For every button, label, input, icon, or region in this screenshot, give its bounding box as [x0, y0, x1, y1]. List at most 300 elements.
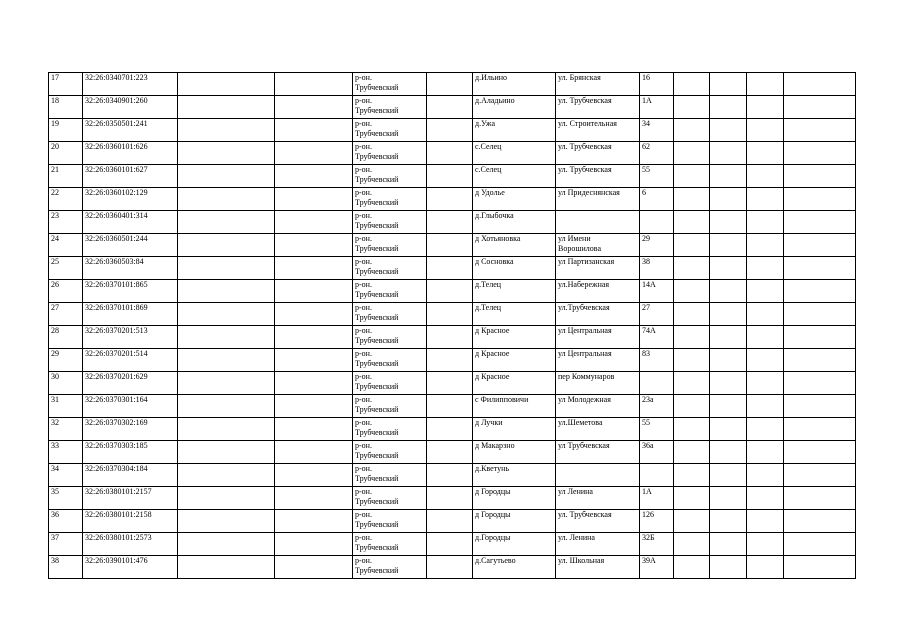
cell-house-number: 14А [640, 280, 674, 303]
cell-cadastral-number: 32:26:0370301:164 [83, 395, 178, 418]
cell-cadastral-number: 32:26:0370201:514 [83, 349, 178, 372]
cell-empty [674, 395, 710, 418]
cell-settlement: д.Городцы [473, 533, 556, 556]
cell-house-number: 83 [640, 349, 674, 372]
cell-cadastral-number: 32:26:0370304:184 [83, 464, 178, 487]
cell-empty [747, 464, 784, 487]
cell-house-number [640, 211, 674, 234]
cell-empty [178, 349, 275, 372]
cell-district: р-он. Трубчевский [353, 395, 427, 418]
cell-house-number [640, 464, 674, 487]
cell-row-number: 35 [49, 487, 83, 510]
cell-empty [747, 257, 784, 280]
table-row [49, 280, 856, 303]
cell-street: ул. Трубчевская [556, 165, 640, 188]
cell-row-number: 37 [49, 533, 83, 556]
cell-house-number: 1А [640, 96, 674, 119]
cell-empty [710, 395, 747, 418]
cell-house-number: 55 [640, 418, 674, 441]
cell-settlement: с Филипповичи [473, 395, 556, 418]
cell-district: р-он. Трубчевский [353, 73, 427, 96]
cell-empty [427, 119, 473, 142]
cell-empty [784, 349, 856, 372]
cell-empty [710, 188, 747, 211]
table-row [49, 464, 856, 487]
cell-empty [710, 280, 747, 303]
cell-house-number: 32Б [640, 533, 674, 556]
cell-empty [784, 464, 856, 487]
cell-empty [784, 372, 856, 395]
cell-empty [710, 326, 747, 349]
cell-row-number: 31 [49, 395, 83, 418]
cell-row-number: 22 [49, 188, 83, 211]
cell-empty [710, 73, 747, 96]
cell-empty [275, 119, 353, 142]
cell-empty [784, 510, 856, 533]
cell-district: р-он. Трубчевский [353, 510, 427, 533]
cell-empty [674, 441, 710, 464]
table-row [49, 234, 856, 257]
cell-empty [747, 372, 784, 395]
cell-empty [784, 73, 856, 96]
cell-empty [427, 142, 473, 165]
cell-empty [784, 96, 856, 119]
table-row [49, 326, 856, 349]
cell-row-number: 20 [49, 142, 83, 165]
cell-empty [275, 349, 353, 372]
cell-house-number: 38 [640, 257, 674, 280]
cell-empty [674, 303, 710, 326]
cell-street: ул.Трубчевская [556, 303, 640, 326]
cell-empty [747, 142, 784, 165]
cell-district: р-он. Трубчевский [353, 257, 427, 280]
cell-empty [275, 487, 353, 510]
cell-empty [674, 119, 710, 142]
table-row [49, 510, 856, 533]
cell-settlement: д Городцы [473, 487, 556, 510]
cell-empty [747, 234, 784, 257]
cell-empty [275, 418, 353, 441]
cell-settlement: д Удолье [473, 188, 556, 211]
cell-empty [275, 211, 353, 234]
cell-empty [784, 418, 856, 441]
cell-empty [784, 142, 856, 165]
cell-settlement: д.Аладьино [473, 96, 556, 119]
table-row [49, 188, 856, 211]
cell-district: р-он. Трубчевский [353, 418, 427, 441]
cell-empty [178, 257, 275, 280]
cell-street: ул Центральная [556, 349, 640, 372]
cell-empty [275, 188, 353, 211]
cell-empty [674, 556, 710, 579]
cell-empty [747, 165, 784, 188]
cell-street: ул Ленина [556, 487, 640, 510]
cell-house-number [640, 372, 674, 395]
cell-cadastral-number: 32:26:0360101:626 [83, 142, 178, 165]
cell-empty [674, 372, 710, 395]
cell-row-number: 38 [49, 556, 83, 579]
cell-settlement: д.Глыбочка [473, 211, 556, 234]
table-body [49, 73, 856, 579]
cell-empty [674, 257, 710, 280]
cell-district: р-он. Трубчевский [353, 188, 427, 211]
cell-cadastral-number: 32:26:0370201:629 [83, 372, 178, 395]
cell-empty [747, 211, 784, 234]
cell-empty [784, 280, 856, 303]
cell-empty [275, 464, 353, 487]
cell-empty [784, 556, 856, 579]
cell-district: р-он. Трубчевский [353, 372, 427, 395]
cell-district: р-он. Трубчевский [353, 96, 427, 119]
cell-empty [784, 326, 856, 349]
cell-empty [275, 395, 353, 418]
table-row [49, 96, 856, 119]
cell-street: ул. Школьная [556, 556, 640, 579]
cell-empty [747, 96, 784, 119]
cell-district: р-он. Трубчевский [353, 142, 427, 165]
table-row [49, 142, 856, 165]
cell-empty [427, 73, 473, 96]
cell-settlement: д Красное [473, 326, 556, 349]
cell-row-number: 32 [49, 418, 83, 441]
cell-empty [178, 441, 275, 464]
cell-empty [784, 234, 856, 257]
cell-empty [747, 349, 784, 372]
cell-empty [674, 211, 710, 234]
cell-street: ул Центральная [556, 326, 640, 349]
cell-settlement: д.Телец [473, 280, 556, 303]
cell-empty [674, 533, 710, 556]
cell-district: р-он. Трубчевский [353, 326, 427, 349]
cell-district: р-он. Трубчевский [353, 280, 427, 303]
cell-empty [275, 556, 353, 579]
cell-street: ул Трубчевская [556, 441, 640, 464]
cell-cadastral-number: 32:26:0370101:869 [83, 303, 178, 326]
cell-house-number: 16 [640, 73, 674, 96]
cell-street: ул. Трубчевская [556, 142, 640, 165]
cell-settlement: д Хотьяновка [473, 234, 556, 257]
cell-settlement: д Красное [473, 349, 556, 372]
cell-settlement: д.Сагутьево [473, 556, 556, 579]
cell-settlement: д Лучки [473, 418, 556, 441]
cell-settlement: д.Кветунь [473, 464, 556, 487]
cell-cadastral-number: 32:26:0370201:513 [83, 326, 178, 349]
cell-empty [747, 556, 784, 579]
cell-empty [275, 510, 353, 533]
cell-house-number: 126 [640, 510, 674, 533]
cell-empty [427, 280, 473, 303]
cell-empty [427, 556, 473, 579]
cell-empty [275, 257, 353, 280]
cell-house-number: 1А [640, 487, 674, 510]
cell-settlement: с.Селец [473, 142, 556, 165]
cell-street: ул. Трубчевская [556, 510, 640, 533]
cell-district: р-он. Трубчевский [353, 533, 427, 556]
cell-cadastral-number: 32:26:0350501:241 [83, 119, 178, 142]
cell-empty [674, 326, 710, 349]
cell-empty [710, 303, 747, 326]
cell-empty [784, 188, 856, 211]
cell-empty [674, 487, 710, 510]
cell-empty [674, 349, 710, 372]
cell-cadastral-number: 32:26:0340901:260 [83, 96, 178, 119]
cell-district: р-он. Трубчевский [353, 487, 427, 510]
cell-house-number: 27 [640, 303, 674, 326]
cell-empty [710, 119, 747, 142]
table-row [49, 487, 856, 510]
cell-empty [427, 326, 473, 349]
cell-cadastral-number: 32:26:0370101:865 [83, 280, 178, 303]
cell-empty [178, 418, 275, 441]
cell-empty [178, 303, 275, 326]
cell-empty [178, 165, 275, 188]
cell-row-number: 30 [49, 372, 83, 395]
cell-empty [178, 395, 275, 418]
cell-settlement: д Сосновка [473, 257, 556, 280]
cell-house-number: 55 [640, 165, 674, 188]
cell-empty [427, 96, 473, 119]
cell-empty [178, 487, 275, 510]
cell-cadastral-number: 32:26:0360501:244 [83, 234, 178, 257]
cell-empty [427, 441, 473, 464]
cell-cadastral-number: 32:26:0340701:223 [83, 73, 178, 96]
cell-street: ул Имени Ворошилова [556, 234, 640, 257]
cell-district: р-он. Трубчевский [353, 464, 427, 487]
cell-empty [275, 234, 353, 257]
cell-house-number: 6 [640, 188, 674, 211]
cell-empty [747, 533, 784, 556]
cell-row-number: 24 [49, 234, 83, 257]
cell-empty [427, 257, 473, 280]
cell-row-number: 25 [49, 257, 83, 280]
cell-empty [674, 188, 710, 211]
cell-empty [275, 303, 353, 326]
cell-street: ул. Брянская [556, 73, 640, 96]
cell-empty [710, 142, 747, 165]
document-page [48, 72, 856, 579]
table-row [49, 556, 856, 579]
cell-empty [275, 280, 353, 303]
cell-cadastral-number: 32:26:0360401:314 [83, 211, 178, 234]
cell-empty [674, 510, 710, 533]
cell-empty [710, 556, 747, 579]
cell-district: р-он. Трубчевский [353, 165, 427, 188]
cell-house-number: 36а [640, 441, 674, 464]
cell-empty [275, 326, 353, 349]
cell-empty [747, 510, 784, 533]
cell-district: р-он. Трубчевский [353, 211, 427, 234]
cell-empty [427, 533, 473, 556]
cell-district: р-он. Трубчевский [353, 119, 427, 142]
cell-empty [710, 464, 747, 487]
cell-empty [710, 533, 747, 556]
cell-empty [178, 556, 275, 579]
cell-street: ул. Ленина [556, 533, 640, 556]
cell-street: пер Коммунаров [556, 372, 640, 395]
table-row [49, 349, 856, 372]
cell-empty [275, 372, 353, 395]
cell-empty [674, 464, 710, 487]
cell-empty [747, 326, 784, 349]
cell-row-number: 27 [49, 303, 83, 326]
cell-empty [710, 234, 747, 257]
cell-empty [427, 464, 473, 487]
cell-empty [427, 487, 473, 510]
cell-empty [178, 73, 275, 96]
cell-empty [674, 234, 710, 257]
cell-empty [710, 487, 747, 510]
cell-street: ул Молодежная [556, 395, 640, 418]
cell-settlement: д.Телец [473, 303, 556, 326]
table-row [49, 372, 856, 395]
table-row [49, 165, 856, 188]
cell-empty [427, 418, 473, 441]
property-register-table [48, 72, 856, 579]
cell-street: ул. Трубчевская [556, 96, 640, 119]
cell-empty [784, 487, 856, 510]
cell-row-number: 19 [49, 119, 83, 142]
cell-empty [178, 96, 275, 119]
table-row [49, 119, 856, 142]
cell-empty [747, 418, 784, 441]
cell-empty [178, 188, 275, 211]
cell-empty [275, 533, 353, 556]
cell-street: ул.Набережная [556, 280, 640, 303]
cell-empty [275, 441, 353, 464]
cell-empty [710, 257, 747, 280]
cell-empty [710, 418, 747, 441]
cell-settlement: д.Ужа [473, 119, 556, 142]
cell-house-number: 23а [640, 395, 674, 418]
cell-empty [784, 257, 856, 280]
cell-empty [178, 234, 275, 257]
cell-empty [427, 188, 473, 211]
cell-empty [178, 326, 275, 349]
cell-settlement: д Городцы [473, 510, 556, 533]
cell-empty [275, 96, 353, 119]
cell-empty [427, 303, 473, 326]
cell-district: р-он. Трубчевский [353, 303, 427, 326]
cell-empty [784, 165, 856, 188]
cell-empty [710, 211, 747, 234]
cell-empty [784, 303, 856, 326]
cell-house-number: 62 [640, 142, 674, 165]
cell-cadastral-number: 32:26:0360102:129 [83, 188, 178, 211]
table-row [49, 211, 856, 234]
cell-empty [275, 73, 353, 96]
cell-street: ул.Шеметова [556, 418, 640, 441]
cell-cadastral-number: 32:26:0370302:169 [83, 418, 178, 441]
cell-empty [710, 372, 747, 395]
table-row [49, 303, 856, 326]
cell-settlement: д Красное [473, 372, 556, 395]
cell-empty [275, 142, 353, 165]
cell-district: р-он. Трубчевский [353, 234, 427, 257]
cell-empty [784, 441, 856, 464]
cell-street: ул Партизанская [556, 257, 640, 280]
cell-empty [710, 165, 747, 188]
cell-row-number: 18 [49, 96, 83, 119]
table-row [49, 257, 856, 280]
cell-row-number: 34 [49, 464, 83, 487]
cell-street: ул. Строительная [556, 119, 640, 142]
cell-empty [427, 234, 473, 257]
cell-row-number: 29 [49, 349, 83, 372]
cell-empty [427, 349, 473, 372]
cell-row-number: 17 [49, 73, 83, 96]
cell-empty [784, 211, 856, 234]
cell-row-number: 36 [49, 510, 83, 533]
cell-empty [275, 165, 353, 188]
cell-empty [178, 142, 275, 165]
cell-empty [784, 395, 856, 418]
cell-row-number: 33 [49, 441, 83, 464]
cell-empty [674, 280, 710, 303]
cell-district: р-он. Трубчевский [353, 349, 427, 372]
cell-empty [747, 441, 784, 464]
cell-house-number: 34 [640, 119, 674, 142]
cell-cadastral-number: 32:26:0360503:84 [83, 257, 178, 280]
cell-empty [710, 349, 747, 372]
cell-row-number: 23 [49, 211, 83, 234]
table-row [49, 73, 856, 96]
cell-empty [178, 211, 275, 234]
cell-empty [747, 487, 784, 510]
cell-empty [674, 418, 710, 441]
table-row [49, 533, 856, 556]
cell-empty [784, 119, 856, 142]
cell-empty [747, 280, 784, 303]
cell-row-number: 28 [49, 326, 83, 349]
cell-row-number: 26 [49, 280, 83, 303]
cell-street: ул Придеснянская [556, 188, 640, 211]
cell-row-number: 21 [49, 165, 83, 188]
cell-empty [178, 464, 275, 487]
cell-empty [710, 441, 747, 464]
cell-empty [178, 533, 275, 556]
cell-empty [784, 533, 856, 556]
table-row [49, 395, 856, 418]
cell-empty [178, 280, 275, 303]
cell-cadastral-number: 32:26:0380101:2157 [83, 487, 178, 510]
cell-empty [674, 96, 710, 119]
cell-street [556, 464, 640, 487]
cell-settlement: д.Ильино [473, 73, 556, 96]
cell-empty [178, 372, 275, 395]
cell-empty [747, 395, 784, 418]
cell-district: р-он. Трубчевский [353, 556, 427, 579]
cell-house-number: 74А [640, 326, 674, 349]
cell-cadastral-number: 32:26:0390101:476 [83, 556, 178, 579]
cell-house-number: 39А [640, 556, 674, 579]
cell-empty [427, 211, 473, 234]
cell-empty [178, 119, 275, 142]
cell-street [556, 211, 640, 234]
cell-empty [427, 165, 473, 188]
cell-cadastral-number: 32:26:0380101:2573 [83, 533, 178, 556]
cell-empty [674, 165, 710, 188]
cell-house-number: 29 [640, 234, 674, 257]
table-row [49, 441, 856, 464]
cell-empty [747, 73, 784, 96]
cell-empty [747, 188, 784, 211]
cell-empty [427, 372, 473, 395]
cell-empty [674, 73, 710, 96]
cell-empty [427, 395, 473, 418]
cell-district: р-он. Трубчевский [353, 441, 427, 464]
cell-empty [178, 510, 275, 533]
cell-empty [674, 142, 710, 165]
